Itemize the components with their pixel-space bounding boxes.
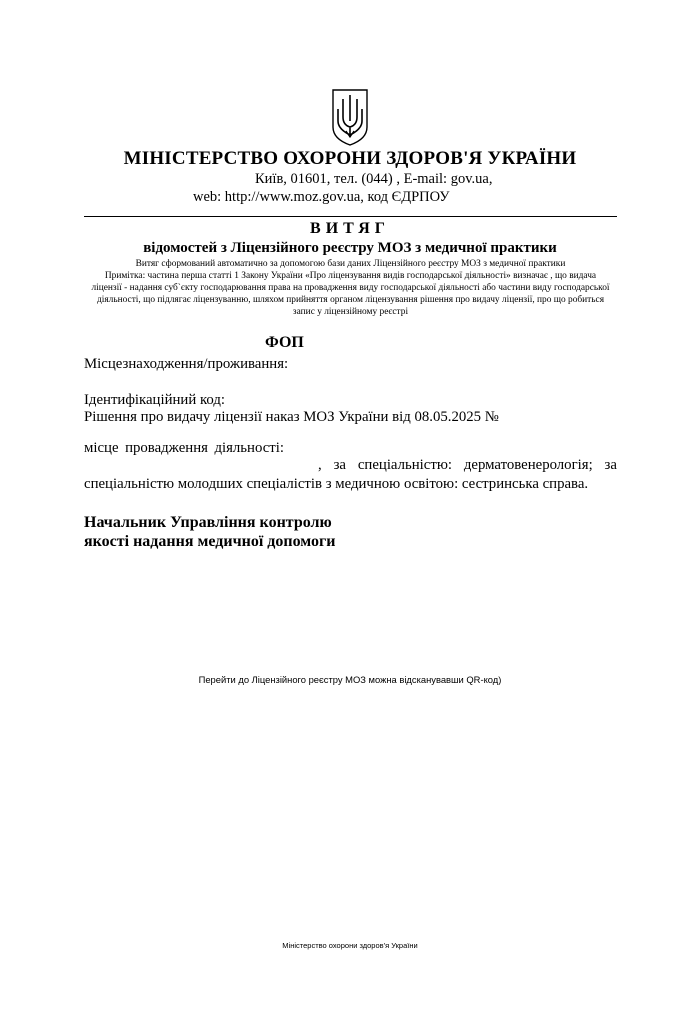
word: місце [84, 440, 119, 456]
decision-line: Рішення про видачу ліцензії наказ МОЗ України від 08.05.2025 № [84, 409, 499, 425]
word: спеціальністю: [357, 457, 452, 473]
word: діяльності: [214, 440, 284, 456]
note-line: запис у ліцензійному реєстрі [292, 307, 409, 317]
entity-type: ФОП [265, 334, 304, 351]
note-line: Витяг сформований автоматично за допомогою бази даних Ліцензійного реєстру МОЗ з медичної практики [135, 259, 566, 269]
note-line: діяльності, що підлягає ліцензуванню, шляхом прийняття органом ліцензування рішення про видачу ліцензії, про що робиться [96, 295, 605, 305]
contact-line: Київ, 01601, тел. (044) , E-mail: gov.ua, [255, 171, 493, 187]
specialty-line [318, 457, 617, 474]
website-line: web: http://www.moz.gov.ua, код ЄДРПОУ [193, 189, 450, 205]
signer-title: Начальник Управління контролю [84, 514, 332, 531]
qr-note: Перейти до Ліцензійного реєстру МОЗ можна відсканувавши QR-код) [198, 674, 502, 685]
id-code-label: Ідентифікаційний код: [84, 392, 226, 408]
word: за [604, 457, 617, 473]
specialty-line-2: спеціальністю молодших спеціалістів з медичною освітою: сестринська справа. [84, 476, 589, 492]
word: дерматовенерологія; [463, 457, 593, 473]
word: , [318, 457, 322, 473]
note-line: Примітка: частина перша статті 1 Закону України «Про ліцензування видів господарської діяльності» визначає , що видача [104, 271, 597, 281]
document-subtitle: відомостей з Ліцензійного реєстру МОЗ з медичної практики [143, 240, 557, 256]
document-title: ВИТЯГ [310, 220, 390, 237]
activity-place-label [84, 440, 284, 457]
footer-text: Міністерство охорони здоров'я України [282, 941, 418, 950]
header-divider [84, 216, 617, 217]
location-label: Місцезнаходження/проживання: [84, 356, 289, 372]
word: провадження [125, 440, 208, 456]
ministry-title: МІНІСТЕРСТВО ОХОРОНИ ЗДОРОВ'Я УКРАЇНИ [123, 148, 577, 169]
note-line: ліцензії - надання суб`єкту господарювання права на провадження виду господарської діяльності або частини виду господарської [91, 283, 610, 293]
signer-title: якості надання медичної допомоги [84, 533, 336, 550]
trident-emblem-icon [330, 87, 370, 147]
word: за [333, 457, 346, 473]
